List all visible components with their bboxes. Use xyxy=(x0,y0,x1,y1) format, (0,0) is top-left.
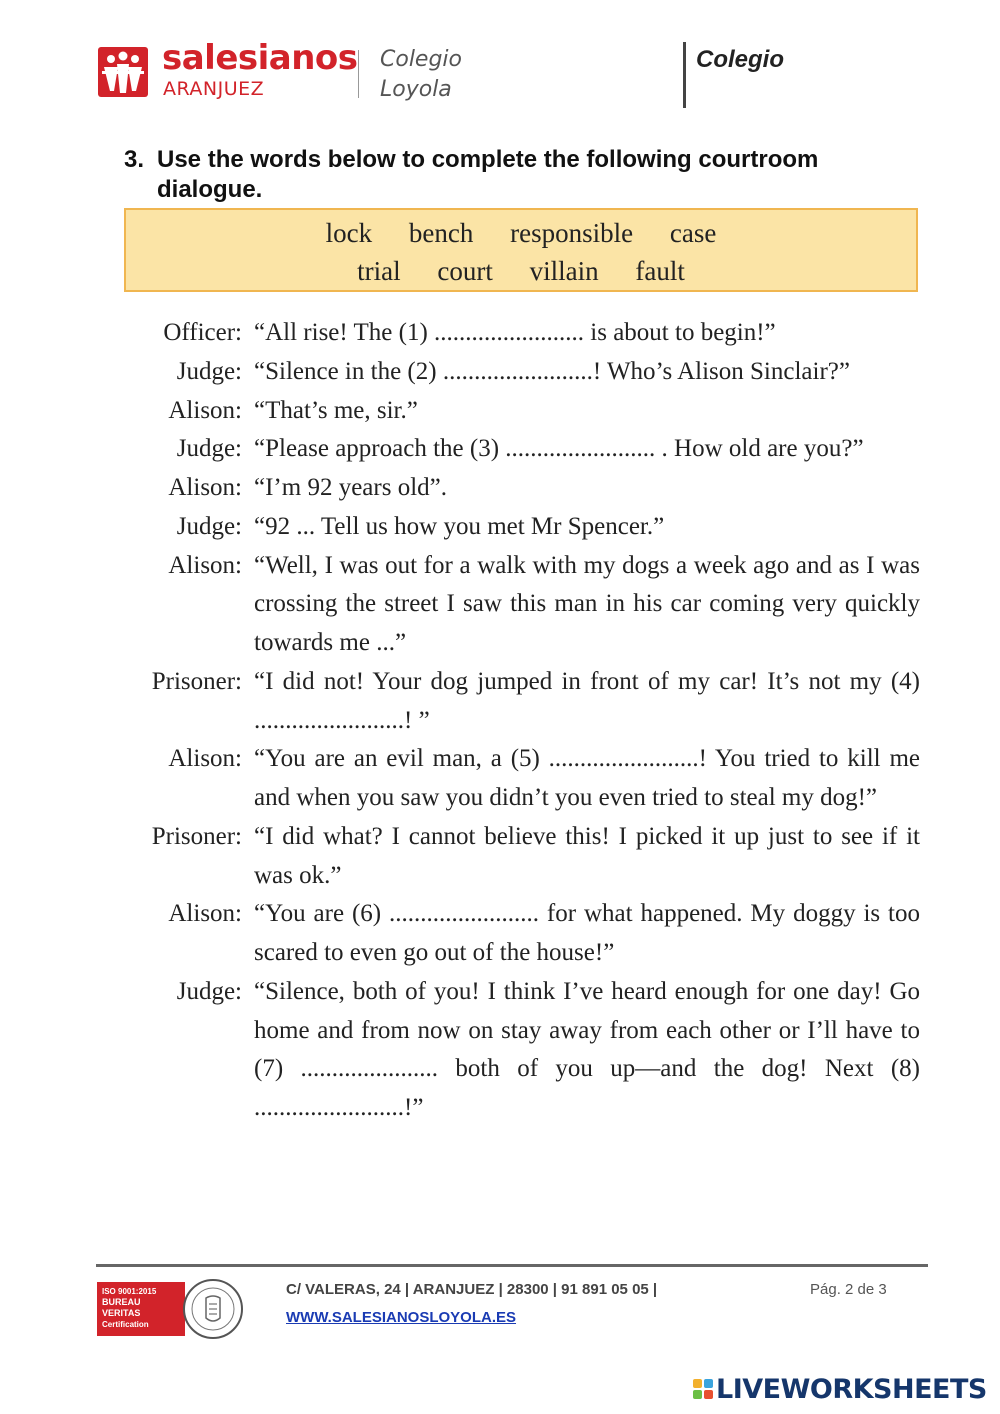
speech-text: “That’s me, sir.” xyxy=(254,396,418,424)
speaker-name: Prisoner: xyxy=(151,822,242,850)
bureau-veritas-seal-icon xyxy=(182,1278,244,1340)
word-bank-row xyxy=(126,218,916,249)
speaker-name: Alison: xyxy=(168,551,242,579)
brand-city: ARANJUEZ xyxy=(163,78,265,100)
speech-text: “All rise! The (1) ........................ is about to begin!” xyxy=(254,319,776,346)
school-name-line1: Colegio xyxy=(380,47,463,72)
dialogue-line xyxy=(120,547,920,663)
speaker-name: Judge: xyxy=(176,435,242,463)
exercise-number: 3. xyxy=(124,146,145,173)
speech-text: “Please approach the (3) ........................ . How old are you?” xyxy=(254,435,864,463)
speech-text: “Silence in the (2) ........................! Who’s Alison Sinclair?” xyxy=(254,357,850,385)
school-address: C/ VALERAS, 24 | ARANJUEZ | 28300 | 91 891 05 05 | xyxy=(286,1281,658,1298)
word-bank-row xyxy=(126,256,916,287)
speech-text: “92 ... Tell us how you met Mr Spencer.” xyxy=(254,512,665,540)
header-divider xyxy=(683,42,686,108)
speaker-name: Alison: xyxy=(168,474,242,501)
speaker-name: Judge: xyxy=(176,357,242,385)
certification-type: Certification xyxy=(102,1320,149,1329)
word-bank xyxy=(124,208,918,292)
speech-text: “Well, I was out for a walk with my dogs a week ago and as I was crossing the street I saw this man in his car coming very quickly towards me ...” xyxy=(254,551,920,656)
speaker-name: Officer: xyxy=(163,319,242,346)
word-responsible: responsible xyxy=(510,218,634,248)
certification-badge xyxy=(97,1278,247,1340)
exercise-instruction xyxy=(124,145,924,205)
dialogue-line xyxy=(120,740,920,818)
word-fault: fault xyxy=(635,256,685,286)
word-court: court xyxy=(437,256,493,286)
speaker-name: Prisoner: xyxy=(151,667,242,695)
speech-text: “I did not! Your dog jumped in front of my car! It’s not my (4) ........................! ” xyxy=(254,667,920,734)
school-logo-icon xyxy=(98,47,148,97)
liveworksheets-text: LIVEWORKSHEETS xyxy=(716,1374,987,1405)
dialogue-line xyxy=(120,392,920,431)
speaker-name: Alison: xyxy=(168,396,242,424)
dialogue-line xyxy=(120,818,920,896)
school-website-link[interactable]: WWW.SALESIANOSLOYOLA.ES xyxy=(286,1309,517,1326)
speech-text: “You are (6) ........................ for what happened. My doggy is too scared to even go out of the house!” xyxy=(254,900,920,966)
dialogue-line xyxy=(120,663,920,741)
certification-body: BUREAU VERITAS xyxy=(102,1297,141,1318)
speaker-name: Judge: xyxy=(176,977,242,1005)
brand-name: salesianos xyxy=(162,38,358,78)
page-number: Pág. 2 de 3 xyxy=(810,1281,887,1298)
speaker-name: Alison: xyxy=(168,745,242,773)
liveworksheets-mark-icon xyxy=(692,1378,714,1400)
dialogue-line xyxy=(120,973,920,1128)
dialogue-line xyxy=(120,469,920,508)
certification-iso: ISO 9001:2015 xyxy=(102,1287,157,1296)
dialogue-line xyxy=(120,508,920,547)
word-bench: bench xyxy=(408,218,474,248)
instruction-line2: dialogue. xyxy=(157,176,263,203)
school-name-line2: Loyola xyxy=(380,77,452,102)
speaker-name: Alison: xyxy=(168,900,242,928)
dialogue-line xyxy=(120,895,920,973)
instruction-line1: Use the words below to complete the following courtroom xyxy=(157,146,819,173)
word-lock: lock xyxy=(325,218,373,248)
brand-divider xyxy=(358,50,359,98)
courtroom-dialogue xyxy=(120,314,920,1128)
speech-text: “I’m 92 years old”. xyxy=(254,474,447,501)
word-trial: trial xyxy=(357,256,401,286)
dialogue-line xyxy=(120,430,920,469)
speaker-name: Judge: xyxy=(176,512,242,540)
word-villain: villain xyxy=(529,256,599,286)
speech-text: “Silence, both of you! I think I’ve heard enough for one day! Go home and from now on stay away from each other or I’ll have to (7) ...................... both of you up—and the dog! Next (8) ........................!” xyxy=(254,977,920,1121)
dialogue-line xyxy=(120,314,920,353)
speech-text: “You are an evil man, a (5) ........................! You tried to kill me and when you saw you didn’t you even tried to steal my dog!” xyxy=(254,745,920,811)
dialogue-line xyxy=(120,353,920,392)
word-case: case xyxy=(669,218,717,248)
header-right-title: Colegio xyxy=(696,46,784,73)
footer-divider xyxy=(96,1264,928,1267)
certification-label xyxy=(97,1282,185,1336)
speech-text: “I did what? I cannot believe this! I picked it up just to see if it was ok.” xyxy=(254,822,920,889)
